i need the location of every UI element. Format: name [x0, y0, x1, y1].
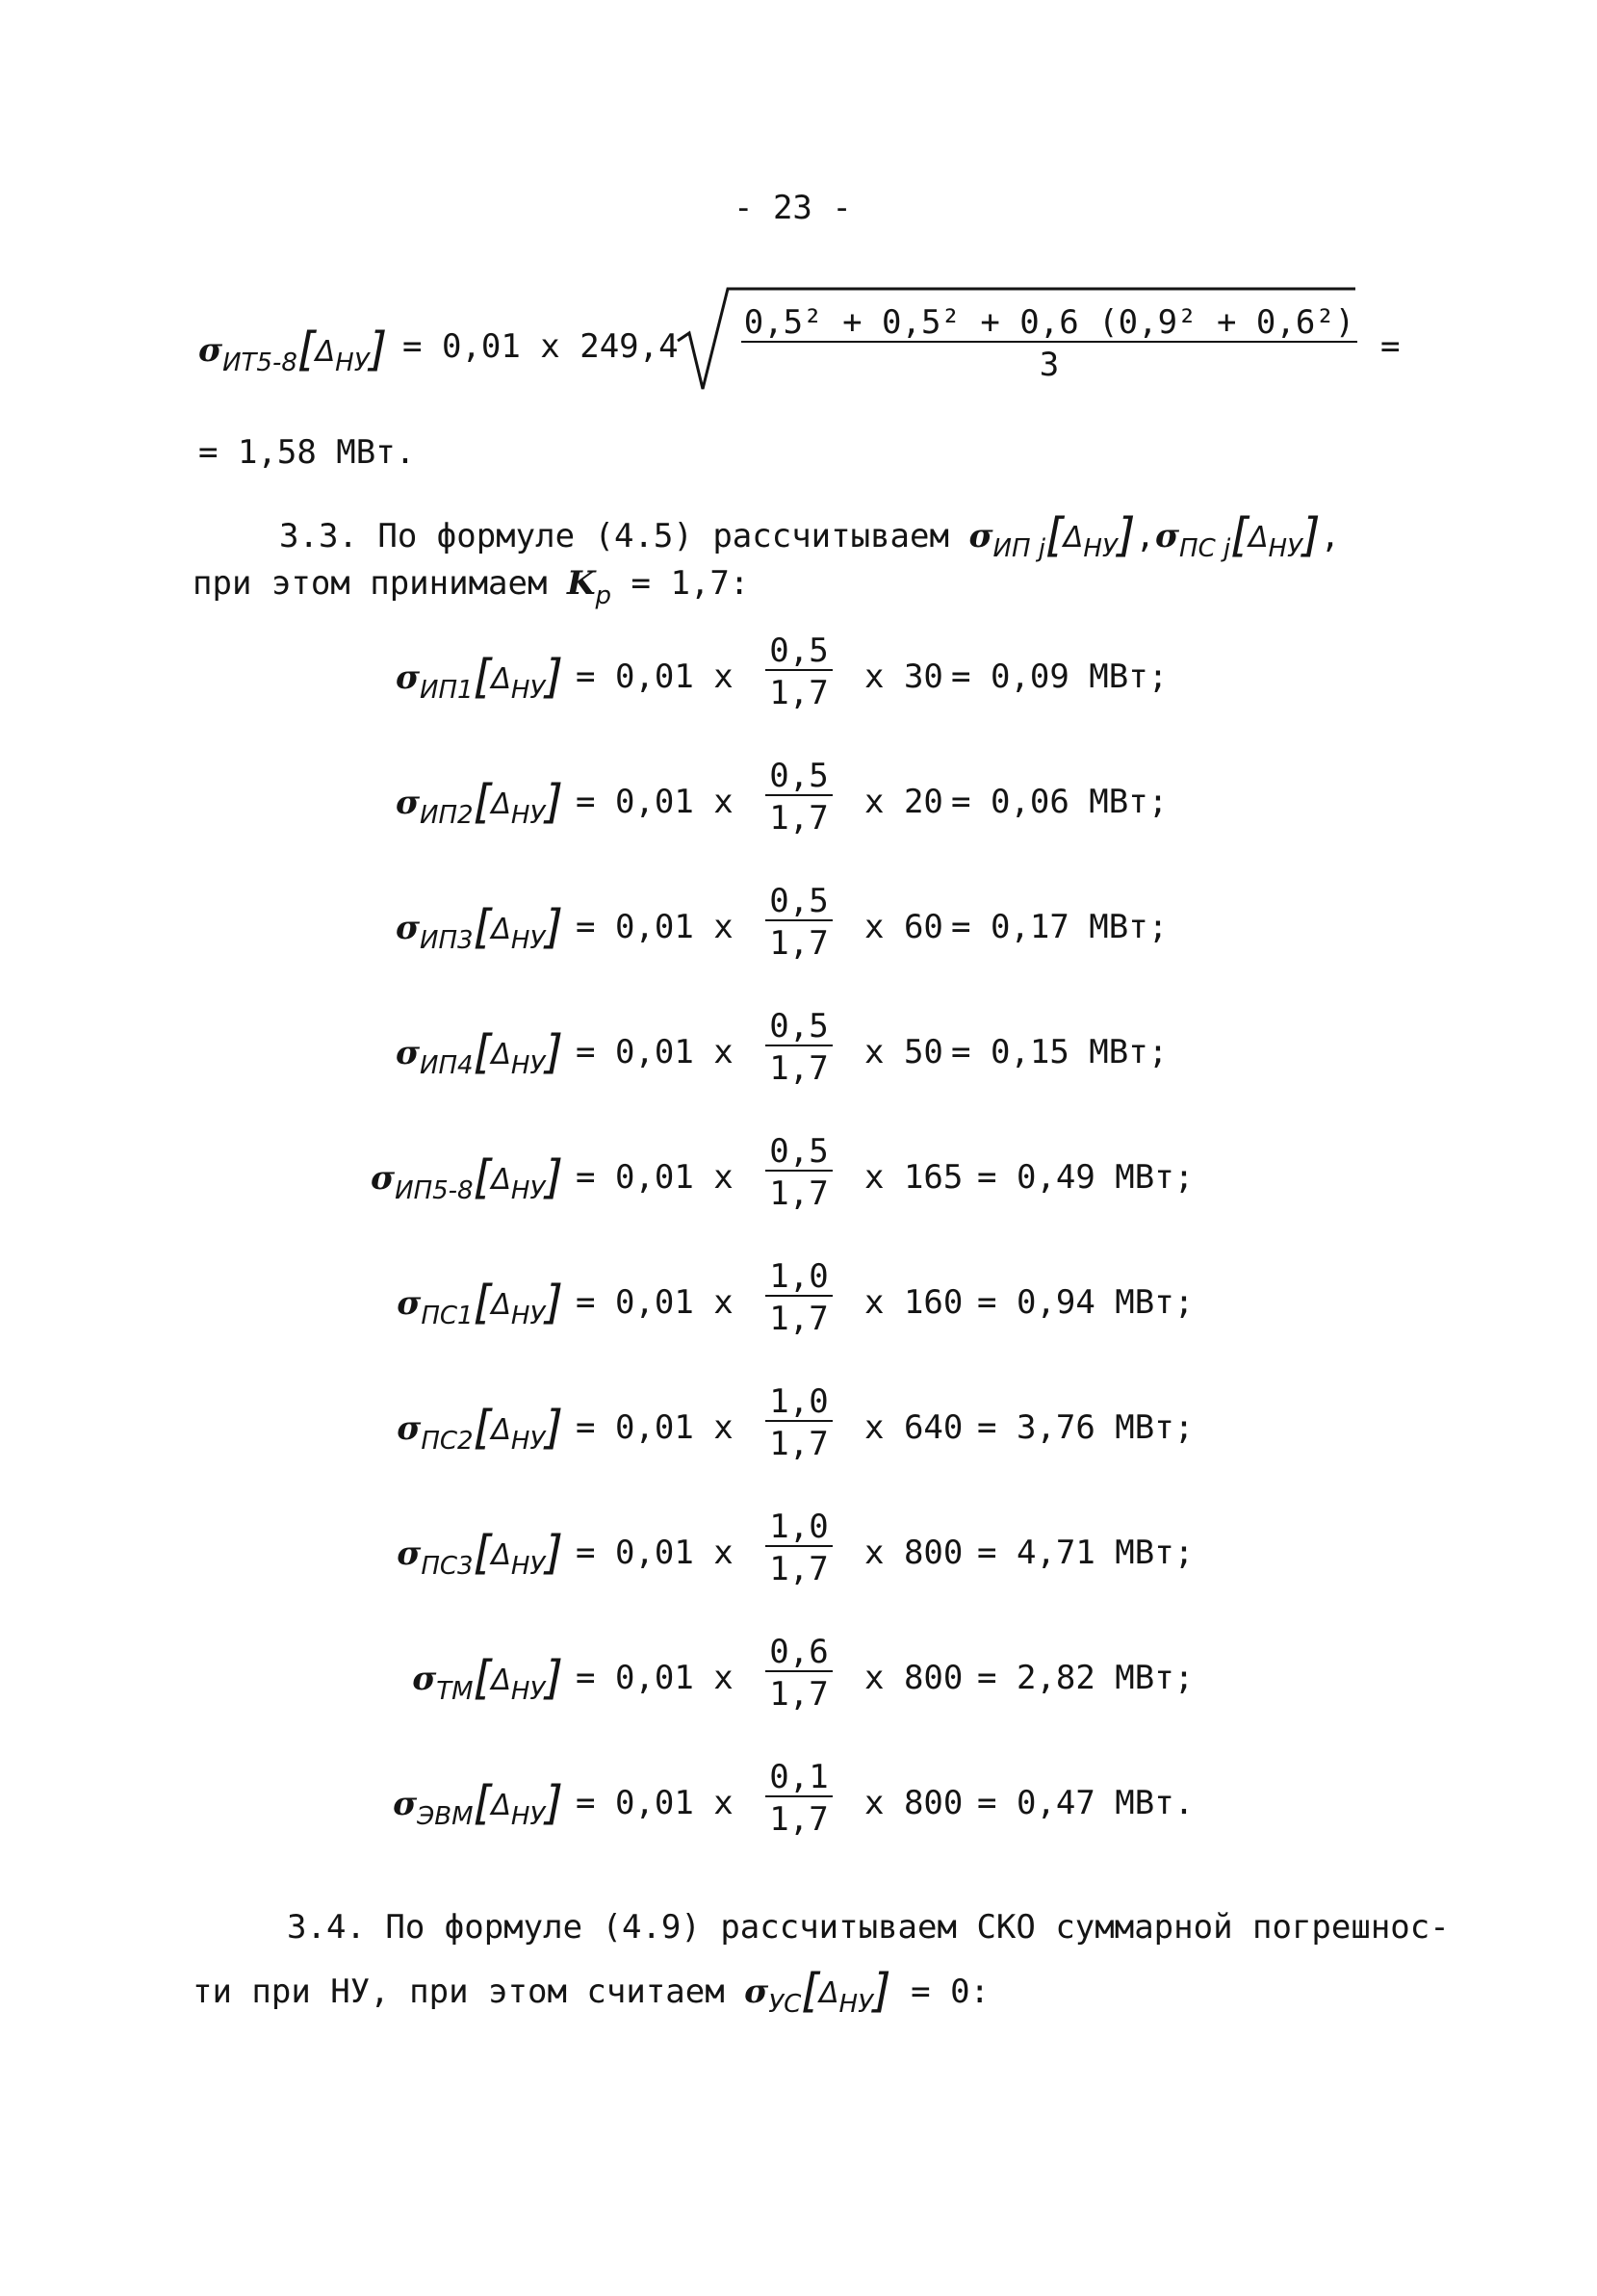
delta-sub: НУ [838, 1990, 873, 2019]
delta-sub: НУ [510, 1302, 546, 1330]
equation-result: = 0,47 МВт. [977, 1784, 1195, 1822]
delta-symbol: Δ [491, 1413, 511, 1447]
fraction-denominator: 1,7 [769, 1049, 829, 1088]
line-end: , [1320, 517, 1341, 555]
equation-lhs [396, 1025, 563, 1079]
delta-sub: НУ [335, 348, 370, 377]
delta-sub: НУ [510, 801, 546, 830]
comma: , [1135, 517, 1155, 555]
bracket-open: [ [473, 900, 492, 954]
equation-fraction [765, 1382, 833, 1463]
bracket-open: [ [473, 1651, 492, 1705]
fraction-numerator: 0,5 [765, 1135, 833, 1172]
equation-coef: = 0,01 x [576, 1033, 734, 1071]
sigma-symbol: σ [395, 784, 421, 822]
fraction-numerator: 1,0 [765, 1385, 833, 1422]
equation-lhs [396, 900, 563, 954]
bracket-open: [ [473, 1276, 492, 1329]
fraction-numerator: 0,1 [765, 1761, 833, 1797]
equation-multiplier: x 160 [864, 1283, 964, 1322]
formula-sub: ИТ5-8 [222, 348, 297, 377]
equation-coef: = 0,01 x [576, 783, 734, 821]
para-3-3-text: 3.3. По формуле (4.5) рассчитываем [279, 517, 949, 555]
bracket-close: ] [545, 650, 563, 704]
bracket-open: [ [1230, 508, 1249, 562]
equation-coef: = 0,01 x [576, 908, 734, 946]
para-3-3-line1 [279, 508, 1340, 562]
equation-sub: ЭВМ [417, 1802, 474, 1831]
delta-symbol: Δ [491, 1038, 511, 1071]
delta-symbol: Δ [491, 1789, 511, 1822]
equation-fraction [765, 1132, 833, 1213]
bracket-open: [ [473, 1025, 492, 1079]
para-3-4-tail: = 0: [911, 1973, 991, 2011]
bracket-close: ] [545, 1651, 563, 1705]
bracket-close: ] [545, 1401, 563, 1455]
equation-multiplier: x 165 [864, 1158, 964, 1197]
delta-symbol: Δ [315, 335, 336, 369]
delta-symbol: Δ [491, 662, 511, 696]
equation-coef: = 0,01 x [576, 1534, 734, 1572]
equation-fraction [765, 1257, 833, 1338]
delta-sub: НУ [510, 1176, 546, 1205]
kp-symbol: K [566, 564, 596, 603]
equation-result: = 2,82 МВт; [977, 1659, 1195, 1697]
sigma-symbol: σ [1154, 517, 1180, 555]
sigma-symbol: σ [744, 1973, 769, 2011]
sigma-symbol: σ [393, 1785, 418, 1823]
equation-result: = 0,06 МВт; [951, 783, 1169, 821]
equation-multiplier: x 800 [864, 1659, 964, 1697]
delta-sub: НУ [510, 676, 546, 705]
sigma-symbol: σ [397, 1535, 422, 1573]
equation-result: = 0,94 МВт; [977, 1283, 1195, 1322]
equation-fraction [765, 1510, 833, 1586]
para-3-4-text2: ти при НУ, при этом считаем [193, 1973, 725, 2011]
equation-sub: ИП1 [420, 676, 474, 705]
equation-multiplier: x 640 [864, 1408, 964, 1447]
equation-fraction [765, 632, 833, 712]
page-number: - 23 - [734, 189, 852, 227]
equation-coef: = 0,01 x [576, 658, 734, 696]
equation-fraction [765, 757, 833, 838]
bracket-close: ] [545, 1526, 563, 1580]
equation-sub: ПС1 [421, 1302, 474, 1330]
sym-sub: ПС j [1179, 534, 1231, 563]
delta-symbol: Δ [1063, 521, 1084, 555]
sigma-symbol: σ [371, 1159, 396, 1198]
delta-sub: НУ [510, 1051, 546, 1080]
equation-sub: ИП4 [420, 1051, 474, 1080]
bracket-close: ] [545, 1776, 563, 1830]
delta-sub: НУ [1083, 534, 1118, 563]
delta-sub: НУ [510, 1677, 546, 1706]
equation-multiplier: x 50 [864, 1033, 943, 1071]
delta-symbol: Δ [491, 913, 511, 946]
equation-lhs [396, 775, 563, 829]
bracket-open: [ [473, 1526, 492, 1580]
sqrt-denominator: 3 [1039, 346, 1060, 384]
kp-sub: p [595, 581, 612, 610]
bracket-close: ] [545, 775, 563, 829]
delta-sub: НУ [510, 1427, 546, 1456]
equation-multiplier: x 800 [864, 1784, 964, 1822]
para-3-3-text2: при этом принимаем [193, 564, 548, 603]
fraction-numerator: 1,0 [765, 1260, 833, 1297]
bracket-close: ] [1301, 508, 1321, 562]
equation-sub: ПС3 [421, 1552, 474, 1581]
equation-result: = 4,71 МВт; [977, 1534, 1195, 1572]
delta-sub: НУ [510, 926, 546, 955]
equation-multiplier: x 800 [864, 1534, 964, 1572]
equation-result: = 0,09 МВт; [951, 658, 1169, 696]
sigma-symbol: σ [397, 1284, 422, 1323]
equation-sub: ПС2 [421, 1427, 474, 1456]
bracket-open: [ [473, 1150, 492, 1204]
delta-symbol: Δ [491, 1664, 511, 1697]
equation-sub: ИП3 [420, 926, 474, 955]
sqrt-fraction [741, 303, 1357, 384]
equation-fraction [765, 1007, 833, 1088]
fraction-denominator: 1,7 [769, 674, 829, 712]
delta-sub: НУ [510, 1552, 546, 1581]
sym-sub: ИП j [992, 534, 1046, 563]
para-3-4-line2 [193, 1964, 990, 2018]
fraction-numerator: 0,6 [765, 1636, 833, 1672]
fraction-numerator: 0,5 [765, 1010, 833, 1046]
equation-fraction [765, 1758, 833, 1839]
equation-lhs [397, 1526, 563, 1580]
equation-result: = 0,17 МВт; [951, 908, 1169, 946]
bracket-open: [ [801, 1964, 819, 2018]
delta-symbol: Δ [491, 1163, 511, 1197]
equation-multiplier: x 60 [864, 908, 943, 946]
fraction-denominator: 1,7 [769, 1675, 829, 1714]
equation-result: = 0,15 МВт; [951, 1033, 1169, 1071]
delta-symbol: Δ [818, 1976, 839, 2010]
equation-lhs [397, 1401, 563, 1455]
fraction-denominator: 1,7 [769, 1425, 829, 1463]
delta-symbol: Δ [491, 1288, 511, 1322]
fraction-denominator: 1,7 [769, 1800, 829, 1839]
equation-lhs [397, 1276, 563, 1329]
fraction-denominator: 1,7 [769, 799, 829, 838]
bracket-open: [ [1045, 508, 1064, 562]
bracket-close: ] [545, 1150, 563, 1204]
sigma-symbol: σ [395, 909, 421, 947]
equation-coef: = 0,01 x [576, 1784, 734, 1822]
bracket-close: ] [545, 1025, 563, 1079]
equation-lhs [412, 1651, 563, 1705]
sigma-symbol: σ [198, 331, 223, 370]
fraction-numerator: 0,5 [765, 634, 833, 671]
sigma-symbol: σ [968, 517, 993, 555]
formula-top-lhs [198, 322, 387, 376]
equation-fraction [765, 1633, 833, 1714]
sigma-symbol: σ [397, 1409, 422, 1448]
formula-top-trail: = [1380, 327, 1401, 366]
bracket-open: [ [473, 775, 492, 829]
sym-sub: УС [768, 1990, 802, 2019]
sigma-symbol: σ [395, 658, 421, 697]
para-3-4-line1: 3.4. По формуле (4.9) рассчитываем СКО суммарной погрешнос- [287, 1908, 1450, 1947]
equation-lhs [393, 1776, 563, 1830]
fraction-numerator: 0,5 [765, 760, 833, 796]
sigma-symbol: σ [395, 1034, 421, 1072]
equation-sub: ИП2 [420, 801, 474, 830]
equation-coef: = 0,01 x [576, 1283, 734, 1322]
fraction-denominator: 1,7 [769, 1300, 829, 1338]
equation-multiplier: x 20 [864, 783, 943, 821]
fraction-denominator: 1,7 [769, 924, 829, 963]
bracket-close: ] [545, 1276, 563, 1329]
equation-coef: = 0,01 x [576, 1659, 734, 1697]
sigma-symbol: σ [412, 1660, 437, 1698]
fraction-numerator: 0,5 [765, 885, 833, 921]
sqrt-numerator: 0,5² + 0,5² + 0,6 (0,9² + 0,6²) [741, 306, 1357, 343]
bracket-close: ] [545, 900, 563, 954]
bracket-close: ] [1117, 508, 1136, 562]
equation-fraction [765, 882, 833, 963]
formula-top-result: = 1,58 МВт. [198, 433, 416, 472]
bracket-open: [ [473, 1776, 492, 1830]
equation-lhs [371, 1150, 563, 1204]
formula-top-coef: = 0,01 x 249,4 [402, 327, 679, 366]
fraction-numerator: 1,0 [765, 1510, 833, 1547]
equation-result: = 3,76 МВт; [977, 1408, 1195, 1447]
bracket-open: [ [473, 1401, 492, 1455]
delta-sub: НУ [510, 1802, 546, 1831]
delta-symbol: Δ [1248, 521, 1269, 555]
equation-multiplier: x 30 [864, 658, 943, 696]
equation-result: = 0,49 МВт; [977, 1158, 1195, 1197]
delta-symbol: Δ [491, 1538, 511, 1572]
bracket-open: [ [296, 322, 316, 376]
bracket-open: [ [473, 650, 492, 704]
equation-sub: ТМ [436, 1677, 474, 1706]
fraction-denominator: 1,7 [769, 1174, 829, 1213]
bracket-close: ] [369, 322, 388, 376]
delta-sub: НУ [1268, 534, 1302, 563]
kp-value: = 1,7: [631, 564, 750, 603]
equation-coef: = 0,01 x [576, 1408, 734, 1447]
bracket-close: ] [872, 1964, 891, 2018]
para-3-3-line2 [193, 564, 750, 610]
delta-symbol: Δ [491, 787, 511, 821]
fraction-denominator: 1,7 [769, 1550, 829, 1588]
equation-lhs [396, 650, 563, 704]
equation-sub: ИП5-8 [395, 1176, 474, 1205]
equation-coef: = 0,01 x [576, 1158, 734, 1197]
